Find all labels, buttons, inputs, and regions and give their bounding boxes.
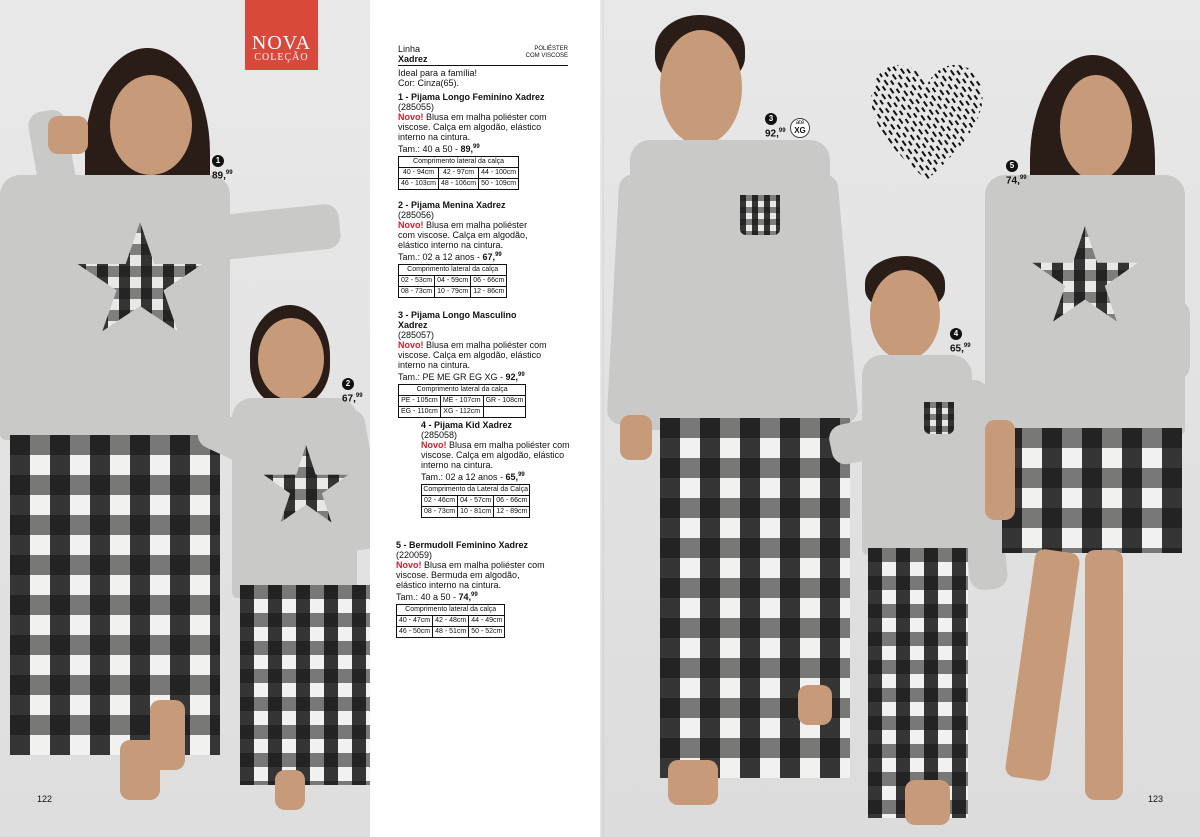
product-5 (396, 540, 546, 638)
price-marker-3: 3 92,99 (765, 114, 786, 140)
product-description: Novo! Blusa em malha poliéster com viscose. Calça em algodão, elástico interno na cintura. (398, 220, 528, 250)
product-code: (220059) (396, 550, 433, 560)
price-marker-1: 1 89,99 (212, 156, 233, 182)
product-size-price: Tam.: 40 a 50 - 74,99 (396, 592, 478, 602)
badge-line-2: COLEÇÃO (254, 52, 309, 63)
product-name: 5 - Bermudoll Feminino Xadrez (396, 540, 529, 550)
size-table: Comprimento lateral da calça 40 - 47cm 42 - 48cm 44 - 49cm 46 - 50cm 48 - 51cm 50 - 52cm (396, 604, 505, 638)
product-name: 2 - Pijama Menina Xadrez (398, 200, 506, 210)
price-marker-4: 4 65,99 (950, 329, 971, 355)
line-header (398, 44, 568, 88)
product-code: (285057) (398, 330, 435, 340)
product-description: Novo! Blusa em malha poliéster com viscose. Calça em algodão, elástico interno na cintura. (421, 440, 570, 470)
product-description: Novo! Blusa em malha poliéster com viscose. Calça em algodão, elástico interno na cintura. (398, 340, 547, 370)
product-2 (398, 200, 543, 298)
heart-icon (868, 55, 986, 185)
size-table: Comprimento da Lateral da Calça 02 - 46cm 04 - 57cm 06 - 66cm 08 - 73cm 10 - 81cm 12 - 89cm (421, 484, 530, 518)
product-code: (285056) (398, 210, 435, 220)
line-name: Xadrez (398, 54, 568, 66)
product-code: (285055) (398, 102, 435, 112)
product-size-price: Tam.: 40 a 50 - 89,99 (398, 144, 480, 154)
product-code: (285058) (421, 430, 458, 440)
page-number-left: 122 (37, 794, 53, 804)
heart-decoration (868, 55, 986, 185)
nova-colecao-badge (245, 0, 318, 70)
product-size-price: Tam.: 02 a 12 anos - 67,99 (398, 252, 502, 262)
product-1 (398, 92, 558, 190)
product-4 (421, 420, 576, 518)
size-table: Comprimento lateral da calça PE - 105cm ME - 107cm GR - 108cm EG - 110cm XG - 112cm (398, 384, 526, 418)
intro-text: Ideal para a família! Cor: Cinza(65). (398, 68, 478, 88)
badge-line-1: NOVA (251, 32, 312, 54)
size-xg-badge: até XG (790, 118, 810, 138)
product-name: 3 - Pijama Longo Masculino Xadrez (398, 310, 517, 330)
price-marker-5: 5 74,99 (1006, 161, 1027, 187)
material-info: POLIÉSTER COM VISCOSE (525, 46, 568, 59)
product-size-price: Tam.: 02 a 12 anos - 65,99 (421, 472, 525, 482)
page-number-right: 123 (1148, 794, 1164, 804)
line-label: Linha (398, 44, 421, 54)
product-name: 4 - Pijama Kid Xadrez (421, 420, 513, 430)
product-description: Novo! Blusa em malha poliéster com viscose. Calça em algodão, elástico interno na cintura. (398, 112, 547, 142)
product-description: Novo! Blusa em malha poliéster com viscose. Bermuda em algodão, elástico interno na cintura. (396, 560, 545, 590)
price-marker-2: 2 67,99 (342, 379, 363, 405)
size-table: Comprimento lateral da calça 02 - 53cm 04 - 59cm 06 - 66cm 08 - 73cm 10 - 79cm 12 - 86cm (398, 264, 507, 298)
size-table: Comprimento lateral da calça 40 - 94cm 42 - 97cm 44 - 100cm 46 - 103cm 48 - 106cm 50 - 109cm (398, 156, 519, 190)
product-3 (398, 310, 548, 418)
product-size-price: Tam.: PE ME GR EG XG - 92,99 (398, 372, 525, 382)
product-name: 1 - Pijama Longo Feminino Xadrez (398, 92, 545, 102)
